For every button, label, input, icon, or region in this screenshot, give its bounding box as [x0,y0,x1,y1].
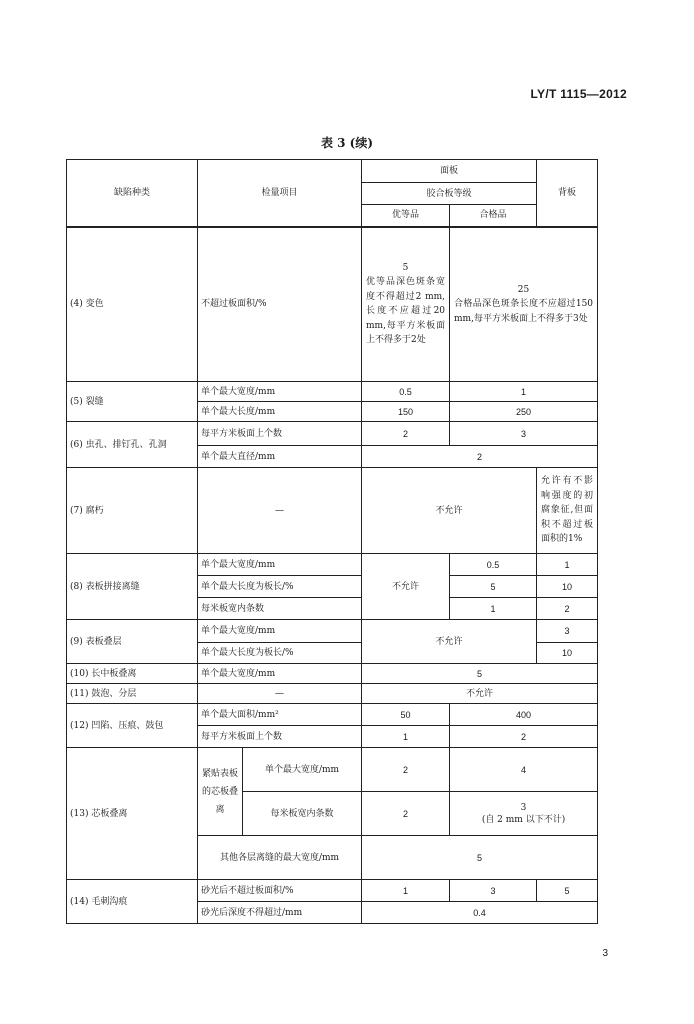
defect-name: (6) 虫孔、排钉孔、孔洞 [67,422,198,468]
header-defect-type: 缺陷种类 [67,160,198,227]
inspection-item: 单个最大面积/mm² [198,704,362,726]
value-cell: 不允许 [362,684,598,704]
value-cell: 5 [537,880,598,902]
value-cell: 1 [362,726,450,748]
table-row [67,422,598,446]
premium-cell [362,227,450,382]
value-cell: 1 [537,554,598,576]
inspection-item: 砂光后不超过板面积/% [198,880,362,902]
back-note: 允许有不影响强度的初腐象征,但面积不超过板面积的1% [537,468,598,554]
defect-name: (10) 长中板叠离 [67,664,198,684]
inspection-item: 单个最大长度/mm [198,402,362,422]
inspection-item: 单个最大宽度/mm [198,554,362,576]
inspection-item: 单个最大宽度/mm [198,620,362,643]
defect-name: (11) 鼓泡、分层 [67,684,198,704]
value-cell: 50 [362,704,450,726]
defect-name: (5) 裂缝 [67,382,198,422]
value-cell: 2 [362,792,450,836]
value-cell: 不允许 [362,620,537,664]
defect-name: (4) 变色 [67,227,198,382]
table-row [67,684,598,704]
header-qualified: 合格品 [450,205,537,227]
table-header-row [67,160,598,183]
value-cell: 3 [450,880,537,902]
inspection-item: 每平方米板面上个数 [198,726,362,748]
value-cell: 不允许 [362,468,537,554]
value-cell: 2 [450,726,598,748]
table-row [67,620,598,643]
sub-category: 紧贴表板的芯板叠离 [198,748,243,836]
inspection-item: 单个最大长度为板长/% [198,576,362,598]
value-cell: 3 [450,422,598,446]
header-face: 面板 [362,160,537,183]
value-cell: 5 [362,836,598,880]
value-note: (自 2 mm 以下不计) [481,814,566,825]
value-cell: 0.4 [362,902,598,924]
value-cell: 250 [450,402,598,422]
defect-name: (12) 凹陷、压痕、鼓包 [67,704,198,748]
premium-value: 5 [402,262,409,273]
inspection-item: 单个最大长度为板长/% [198,643,362,664]
standard-number: LY/T 1115—2012 [530,87,627,101]
value-cell: 1 [450,382,598,402]
header-back: 背板 [537,160,598,227]
table-row [67,664,598,684]
value-cell [450,792,598,836]
table-row [67,880,598,902]
inspection-item: — [198,684,362,704]
inspection-item: 单个最大直径/mm [198,446,362,468]
value-cell: 5 [450,576,537,598]
header-premium: 优等品 [362,205,450,227]
defect-name: (9) 表板叠层 [67,620,198,664]
inspection-item: 砂光后深度不得超过/mm [198,902,362,924]
page-number: 3 [602,948,608,959]
table-row [67,227,598,382]
value-cell: 150 [362,402,450,422]
inspection-item: 单个最大宽度/mm [198,664,362,684]
inspection-item: 单个最大宽度/mm [243,748,362,792]
value-cell: 0.5 [362,382,450,402]
table-row [67,704,598,726]
inspection-item: 单个最大宽度/mm [198,382,362,402]
value-cell: 10 [537,576,598,598]
value-cell: 2 [537,598,598,620]
premium-note: 优等品深色斑条宽度不得超过2 mm,长度不应超过20 mm,每平方米板面上不得多于2处 [366,277,446,346]
value-cell: 4 [450,748,598,792]
value: 3 [520,802,527,813]
defect-name: (7) 腐朽 [67,468,198,554]
header-inspection-item: 检量项目 [198,160,362,227]
table-row [67,382,598,402]
inspection-item: 其他各层离缝的最大宽度/mm [198,836,362,880]
defect-table [66,159,598,924]
inspection-item: 每米板宽内条数 [198,598,362,620]
inspection-item: — [198,468,362,554]
table-caption: 表 3 (续) [320,136,374,150]
value-cell: 3 [537,620,598,643]
value-cell: 10 [537,643,598,664]
inspection-item: 不超过板面积/% [198,227,362,382]
defect-name: (8) 表板拼接离缝 [67,554,198,620]
value-cell: 5 [362,664,598,684]
defect-name: (13) 芯板叠离 [67,748,198,880]
table-row [67,468,598,554]
inspection-item: 每平方米板面上个数 [198,422,362,446]
defect-name: (14) 毛刺沟痕 [67,880,198,924]
premium-not-allowed: 不允许 [362,554,450,620]
header-grade: 胶合板等级 [362,183,537,205]
value-cell: 2 [362,446,598,468]
qualified-note: 合格品深色斑条长度不应超过150 mm,每平方米板面上不得多于3处 [454,299,594,324]
value-cell: 2 [362,422,450,446]
value-cell: 1 [362,880,450,902]
value-cell: 2 [362,748,450,792]
qualified-value: 25 [517,284,530,295]
qualified-cell [450,227,598,382]
table-row [67,554,598,576]
table-row [67,748,598,792]
value-cell: 0.5 [450,554,537,576]
value-cell: 400 [450,704,598,726]
inspection-item: 每米板宽内条数 [243,792,362,836]
value-cell: 1 [450,598,537,620]
